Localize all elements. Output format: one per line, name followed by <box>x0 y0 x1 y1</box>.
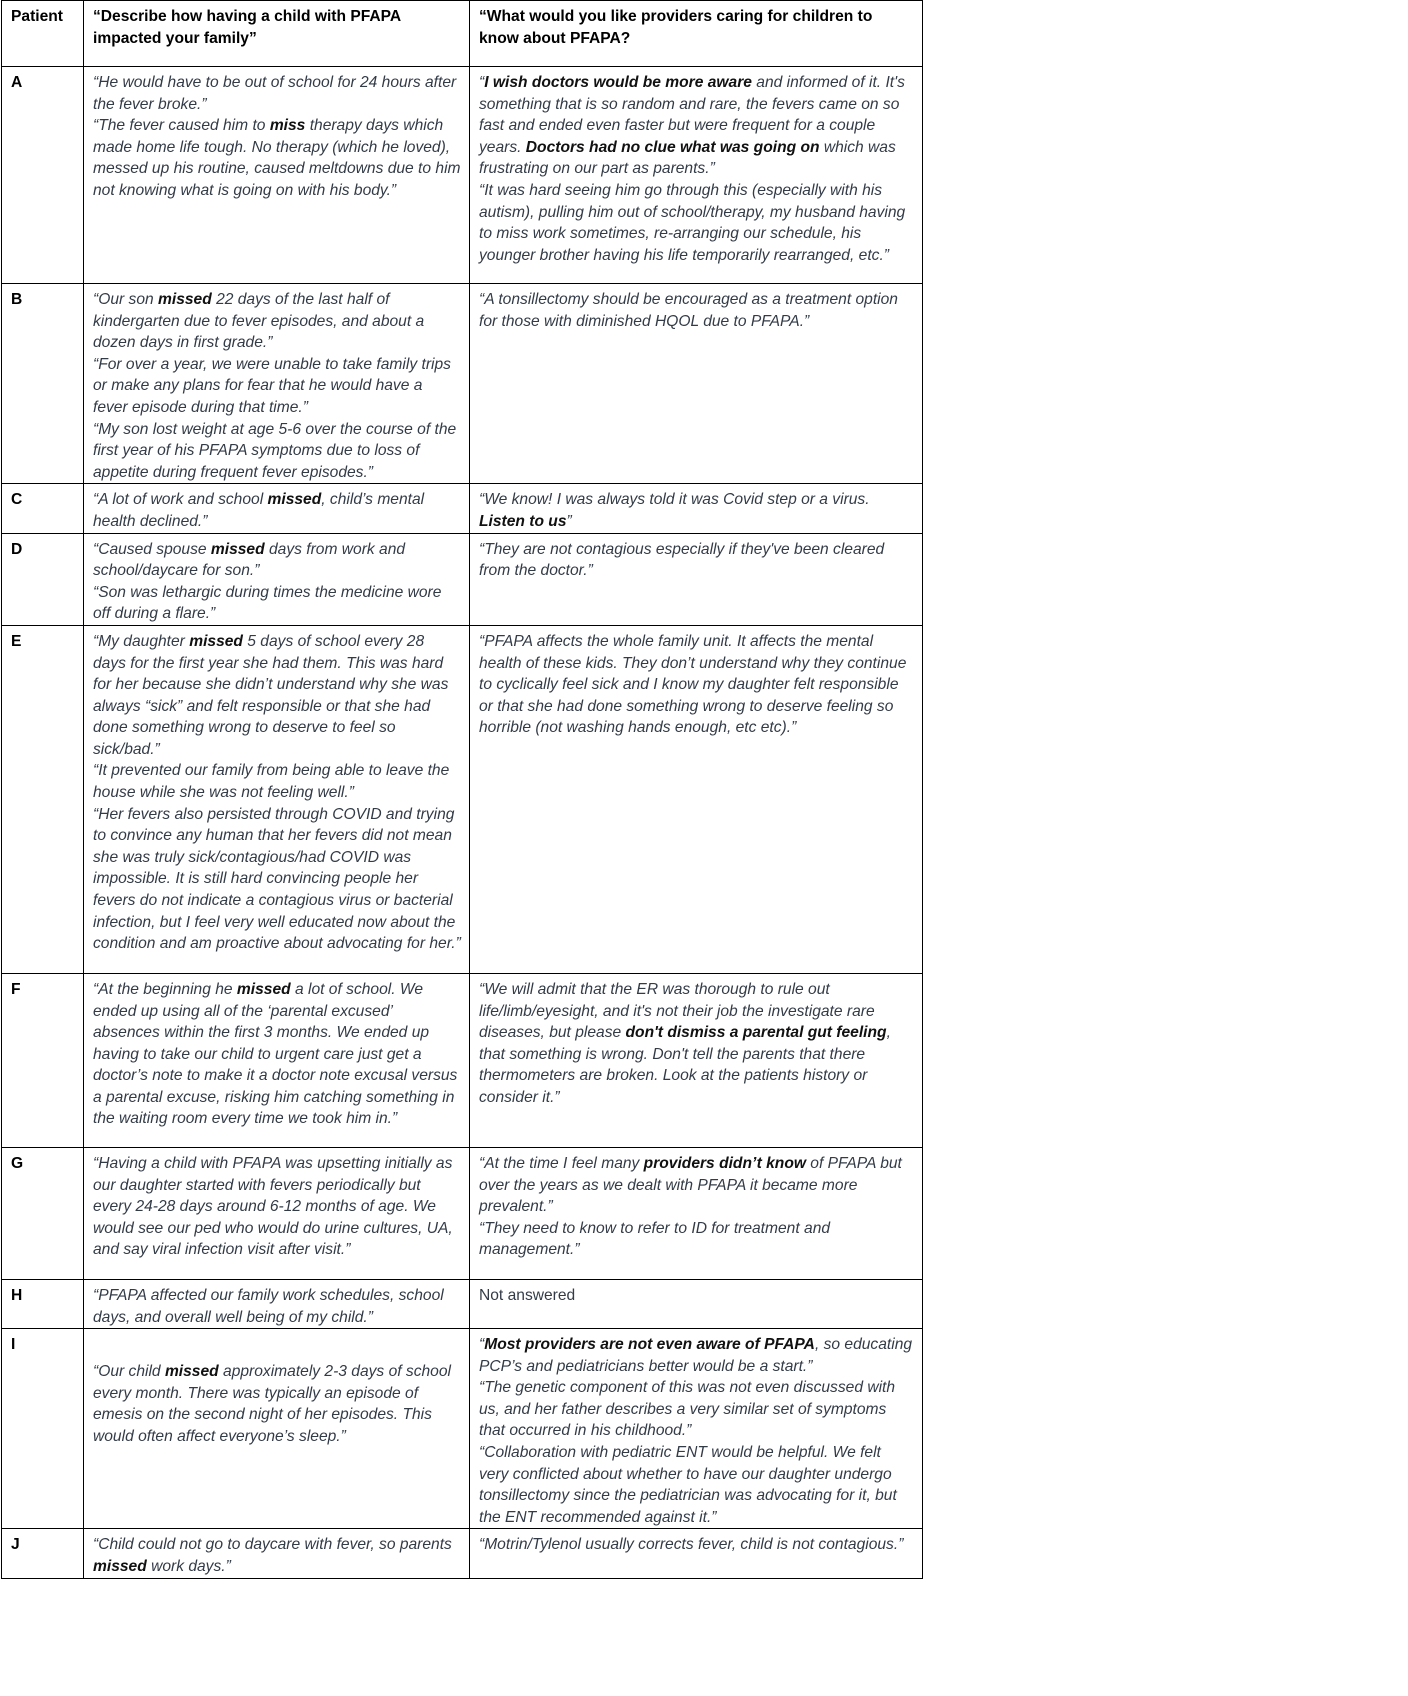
quote-text: “A tonsillectomy should be encouraged as a treatment option for those with diminished HQOL due to PFAPA.” <box>479 291 898 330</box>
quote-paragraph <box>479 1377 914 1442</box>
quote-emphasis: missed <box>158 291 212 308</box>
quote-text: “The fever caused him to <box>93 117 270 135</box>
provider-quote-cell <box>470 67 923 284</box>
quote-text: “At the beginning he <box>93 980 237 998</box>
quote-paragraph <box>93 582 461 625</box>
quote-text: “For over a year, we were unable to take family trips or make any plans for fear that he would have a fever episode during that time.” <box>93 355 451 416</box>
provider-quote-cell <box>470 973 923 1147</box>
pfapa-quotes-table <box>1 0 923 1579</box>
quote-text: “Son was lethargic during times the medicine wore off during a flare.” <box>93 583 442 623</box>
quote-text: “They need to know to refer to ID for treatment and management.” <box>479 1219 831 1259</box>
impact-quote-cell <box>84 284 470 484</box>
table-row <box>2 484 923 533</box>
table-row <box>2 1529 923 1578</box>
quote-text: and informed of it. It's something that is so random and rare, the fevers came on so fast and ended even faster but were frequent for a couple years. <box>479 74 905 156</box>
header-row <box>2 1 923 67</box>
quote-text: of PFAPA but over the years as we dealt with PFAPA it became more prevalent.” <box>479 1154 902 1216</box>
impact-quote-cell <box>84 1529 470 1578</box>
patient-id: F <box>2 973 84 1147</box>
quote-paragraph <box>93 1153 461 1261</box>
impact-quote-cell <box>84 1329 470 1529</box>
quote-paragraph <box>479 1153 914 1218</box>
table-row <box>2 1329 923 1529</box>
header-question-providers: “What would you like providers caring for children to know about PFAPA? <box>470 1 923 67</box>
quote-paragraph <box>479 1534 914 1556</box>
quote-emphasis: Listen to us <box>479 512 567 530</box>
quote-emphasis: missed <box>236 980 291 998</box>
quote-paragraph <box>479 1442 914 1528</box>
quote-text: “Motrin/Tylenol usually corrects fever, child is not contagious.” <box>479 1536 904 1554</box>
quote-text: “It prevented our family from being able to leave the house while she was not feeling well.” <box>93 762 450 802</box>
quote-emphasis: missed <box>267 491 322 509</box>
quote-text: “He would have to be out of school for 24 hours after the fever broke.” <box>93 74 457 113</box>
quote-text: “The genetic component of this was not even discussed with us, and her father describes a very similar set of symptoms that occurred in his childhood.” <box>479 1379 896 1440</box>
table-body <box>2 67 923 1579</box>
provider-answer-not-answered: Not answered <box>470 1279 923 1328</box>
quote-text: “Our son <box>93 291 158 308</box>
patient-id: D <box>2 533 84 625</box>
quote-text: , child’s mental health declined.” <box>93 491 425 530</box>
quote-text: “A lot of work and school <box>93 491 268 509</box>
quote-text: “We will admit that the ER was thorough to rule out life/limb/eyesight, and it's not their job the investigate rare diseases, but please <box>479 980 875 1042</box>
quote-text: “PFAPA affects the whole family unit. It affects the mental health of these kids. They don’t understand why they continue to cyclically feel sick and I know my daughter felt responsible or that she had done something wrong to deserve feeling so horrible (not washing hands enough, etc etc).” <box>479 632 907 737</box>
header-patient: Patient <box>2 1 84 67</box>
patient-id: A <box>2 67 84 284</box>
provider-quote-cell <box>470 533 923 625</box>
quote-emphasis: missed <box>189 632 243 650</box>
quote-paragraph <box>93 539 461 582</box>
quote-text: “PFAPA affected our family work schedules, school days, and overall well being of my child.” <box>93 1286 444 1326</box>
quote-text: work days.” <box>146 1558 231 1576</box>
patient-id: B <box>2 284 84 484</box>
patient-id: H <box>2 1279 84 1328</box>
table-row <box>2 973 923 1147</box>
quote-emphasis: I wish doctors would be more aware <box>484 74 752 91</box>
quote-text: “Caused spouse <box>93 540 211 558</box>
quote-text: “Our child <box>93 1363 165 1381</box>
quote-text: ” <box>566 512 572 530</box>
provider-quote-cell <box>470 1529 923 1578</box>
quote-emphasis: Most providers are not even aware of PFAPA <box>484 1336 815 1354</box>
quote-paragraph <box>479 539 914 582</box>
table-row <box>2 533 923 625</box>
table-row <box>2 625 923 973</box>
quote-paragraph <box>93 1285 461 1328</box>
quote-paragraph <box>93 804 461 955</box>
patient-id: G <box>2 1147 84 1279</box>
table-row <box>2 67 923 284</box>
quote-paragraph <box>479 180 914 266</box>
table-row <box>2 1279 923 1328</box>
quote-paragraph <box>93 760 461 803</box>
quote-paragraph <box>93 979 461 1130</box>
quote-text: approximately 2-3 days of school every month. There was typically an episode of emesis on the second night of her episodes. This would often affect everyone’s sleep.” <box>93 1363 451 1445</box>
impact-quote-cell <box>84 1147 470 1279</box>
quote-paragraph <box>479 489 914 532</box>
quote-paragraph <box>479 979 914 1109</box>
quote-text: “They are not contagious especially if they've been cleared from the doctor.” <box>479 540 885 580</box>
quote-emphasis: providers didn’t know <box>643 1154 806 1172</box>
quote-text: 22 days of the last half of kindergarten due to fever episodes, and about a dozen days in first grade.” <box>93 291 425 352</box>
quote-paragraph <box>479 1334 914 1377</box>
patient-id: J <box>2 1529 84 1578</box>
impact-quote-cell <box>84 973 470 1147</box>
provider-quote-cell <box>470 1329 923 1529</box>
quote-text: “Child could not go to daycare with fever, so parents <box>93 1536 452 1554</box>
quote-paragraph <box>93 489 461 532</box>
impact-quote-cell <box>84 1279 470 1328</box>
quote-text: therapy days which made home life tough. No therapy (which he loved), messed up his routine, caused meltdowns due to him not knowing what is going on with his body.” <box>93 117 461 199</box>
quote-text: , so educating PCP’s and pediatricians better would be a start.” <box>479 1336 913 1375</box>
quote-emphasis: missed <box>164 1363 219 1381</box>
provider-quote-cell <box>470 1147 923 1279</box>
quote-paragraph <box>93 1361 461 1447</box>
quote-text: , that something is wrong. Don't tell the parents that there thermometers are broken. Look at the patients history or consider it.” <box>479 1024 891 1106</box>
quote-text: “It was hard seeing him go through this (especially with his autism), pulling him out of school/therapy, my husband having to miss work sometimes, re-arranging our schedule, his younger brother having his life temporarily rearranged, etc.” <box>479 181 906 264</box>
impact-quote-cell <box>84 67 470 284</box>
quote-paragraph <box>479 1218 914 1261</box>
quote-paragraph <box>93 115 461 201</box>
header-question-impact: “Describe how having a child with PFAPA impacted your family” <box>84 1 470 67</box>
provider-quote-cell <box>470 625 923 973</box>
provider-quote-cell <box>470 284 923 484</box>
quote-text: days from work and school/daycare for son.” <box>93 540 406 580</box>
patient-id: C <box>2 484 84 533</box>
provider-quote-cell <box>470 484 923 533</box>
quote-text: “Having a child with PFAPA was upsetting initially as our daughter started with fevers periodically but every 24-28 days around 6-12 months of age. We would see our ped who would do urine cultures, UA, and say viral infection visit after visit.” <box>93 1154 453 1259</box>
table-row <box>2 1147 923 1279</box>
patient-id: E <box>2 625 84 973</box>
quote-emphasis: missed <box>93 1558 147 1576</box>
quote-text: “ <box>479 1336 485 1354</box>
quote-paragraph <box>93 354 461 419</box>
quote-text: 5 days of school every 28 days for the first year she had them. This was hard for her because she didn’t understand why she was always “sick” and felt responsible or that she had done something wrong to deserve to feel so sick/bad.” <box>93 632 449 758</box>
table-row <box>2 284 923 484</box>
impact-quote-cell <box>84 533 470 625</box>
quote-text: “My son lost weight at age 5-6 over the course of the first year of his PFAPA symptoms due to loss of appetite during frequent fever episodes.” <box>93 420 457 481</box>
quote-paragraph <box>479 289 914 332</box>
quote-emphasis: don't dismiss a parental gut feeling <box>625 1024 887 1042</box>
quote-paragraph <box>93 419 461 484</box>
quote-text: a lot of school. We ended up using all of the ‘parental excused’ absences within the first 3 months. We ended up having to take our child to urgent care just get a doctor’s note to make it a doctor note excusal versus a parental excuse, risking him catching something in the waiting room every time we took him in.” <box>93 980 458 1128</box>
quote-paragraph <box>93 1534 461 1577</box>
quote-text: which was frustrating on our part as parents.” <box>479 138 896 178</box>
impact-quote-cell <box>84 625 470 973</box>
patient-id: I <box>2 1329 84 1529</box>
quote-text: “ <box>479 74 485 91</box>
quote-paragraph <box>93 289 461 354</box>
quote-emphasis: missed <box>210 540 265 558</box>
quote-text: “We know! I was always told it was Covid step or a virus. <box>479 491 870 509</box>
impact-quote-cell <box>84 484 470 533</box>
quote-paragraph <box>93 72 461 115</box>
quote-paragraph <box>479 72 914 180</box>
quote-text: “At the time I feel many <box>479 1154 644 1172</box>
quote-text: “My daughter <box>93 632 190 650</box>
quote-text: “Her fevers also persisted through COVID and trying to convince any human that her fevers did not mean she was truly sick/contagious/had COVID was impossible. It is still hard convincing people her fevers do not indicate a contagious virus or bacterial infection, but I feel very well educated now about the condition and am proactive about advocating for her.” <box>93 805 461 953</box>
quote-emphasis: miss <box>269 117 306 135</box>
quote-emphasis: Doctors had no clue what was going on <box>525 138 820 156</box>
quote-paragraph <box>93 631 461 761</box>
quote-text: “Collaboration with pediatric ENT would be helpful. We felt very conflicted about whether to have our daughter undergo tonsillectomy since the pediatrician was advocating for it, but the ENT recommended against it.” <box>479 1444 897 1526</box>
quote-paragraph <box>479 631 914 739</box>
